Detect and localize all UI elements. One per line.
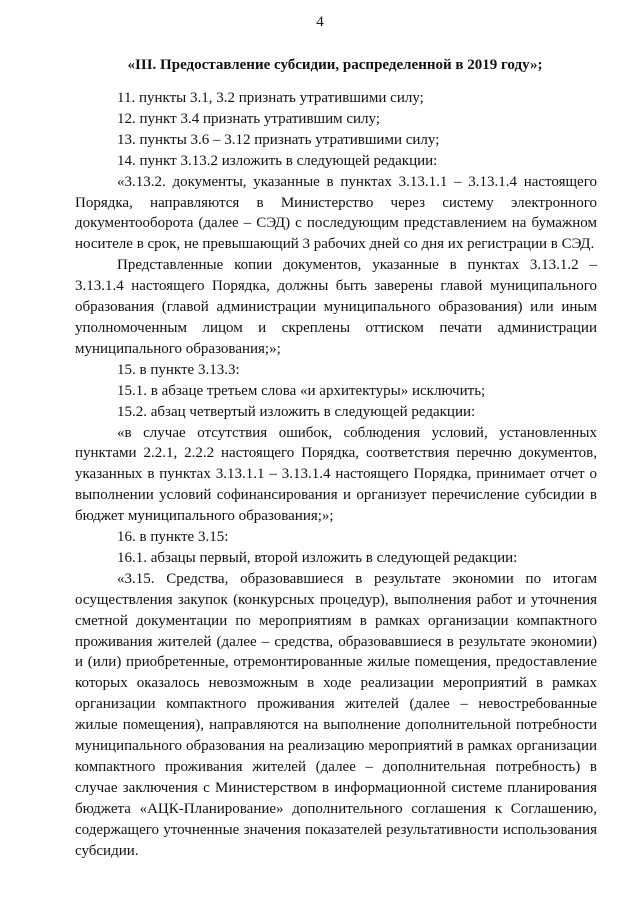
paragraph-quote-copies: Представленные копии документов, указанные в пунктах 3.13.1.2 – 3.13.1.4 настоящего Порядка, должны быть заверены главой муниципального образования (главой администрации муниципального образования) или иным уполномоченным лицом и скреплены оттиском печати администрации муниципального образования;»; (75, 257, 597, 357)
paragraph-item-14: 14. пункт 3.13.2 изложить в следующей редакции: (117, 152, 438, 169)
page-number: 4 (316, 14, 324, 30)
paragraph-item-15-1: 15.1. в абзаце третьем слова «и архитектуры» исключить; (117, 382, 486, 399)
paragraph-quote-3-15: «3.15. Средства, образовавшиеся в результате экономии по итогам осуществления закупок (конкурсных процедур), выполнения работ и уточнения сметной документации по мероприятиям в рамках организации компактного проживания жителей (далее – средства, образовавшиеся в результате экономии) и (или) приобретенные, отремонтированные жилые помещения, предоставление которых оказалось невозможным в ходе реализации мероприятий в рамках организации компактного проживания жителей (далее – невостребованные жилые помещения), направляются на выполнение дополнительной потребности муниципального образования на реализацию мероприятий в рамках организации компактного проживания жителей (далее – дополнительная потребность) в случае заключения с Министерством в информационной системе планирования бюджета «АЦК-Планирование» дополнительного соглашения к Соглашению, содержащего уточненные значения показателей результативности использования субсидии. (75, 570, 597, 859)
paragraph-item-13: 13. пункты 3.6 – 3.12 признать утратившими силу; (117, 131, 440, 148)
paragraph-item-12: 12. пункт 3.4 признать утратившим силу; (117, 110, 381, 127)
paragraph-item-16-1: 16.1. абзацы первый, второй изложить в следующей редакции: (117, 549, 518, 566)
paragraph-quote-3-13-2: «3.13.2. документы, указанные в пунктах 3.13.1.1 – 3.13.1.4 настоящего Порядка, направляются в Министерство через систему электронного документооборота (далее – СЭД) с последующим представлением на бумажном носителе в срок, не превышающий 3 рабочих дней со дня их регистрации в СЭД. (75, 173, 597, 253)
paragraph-item-11: 11. пункты 3.1, 3.2 признать утратившими силу; (117, 90, 424, 106)
paragraph-item-15-2: 15.2. абзац четвертый изложить в следующей редакции: (117, 403, 476, 420)
section-heading: «III. Предоставление субсидии, распределенной в 2019 году»; (127, 57, 543, 73)
paragraph-item-15: 15. в пункте 3.13.3: (117, 361, 240, 378)
paragraph-quote-paragraph-four: «в случае отсутствия ошибок, соблюдения условий, установленных пунктами 2.2.1, 2.2.2 настоящего Порядка, соответствия перечню документов, указанных в пунктах 3.13.1.1 – 3.13.1.4 настоящего Порядка, принимает отчет о выполнении условий софинансирования и организует перечисление субсидии в бюджет муниципального образования;»; (75, 424, 597, 525)
paragraph-item-16: 16. в пункте 3.15: (117, 529, 229, 546)
document-body (75, 88, 597, 862)
